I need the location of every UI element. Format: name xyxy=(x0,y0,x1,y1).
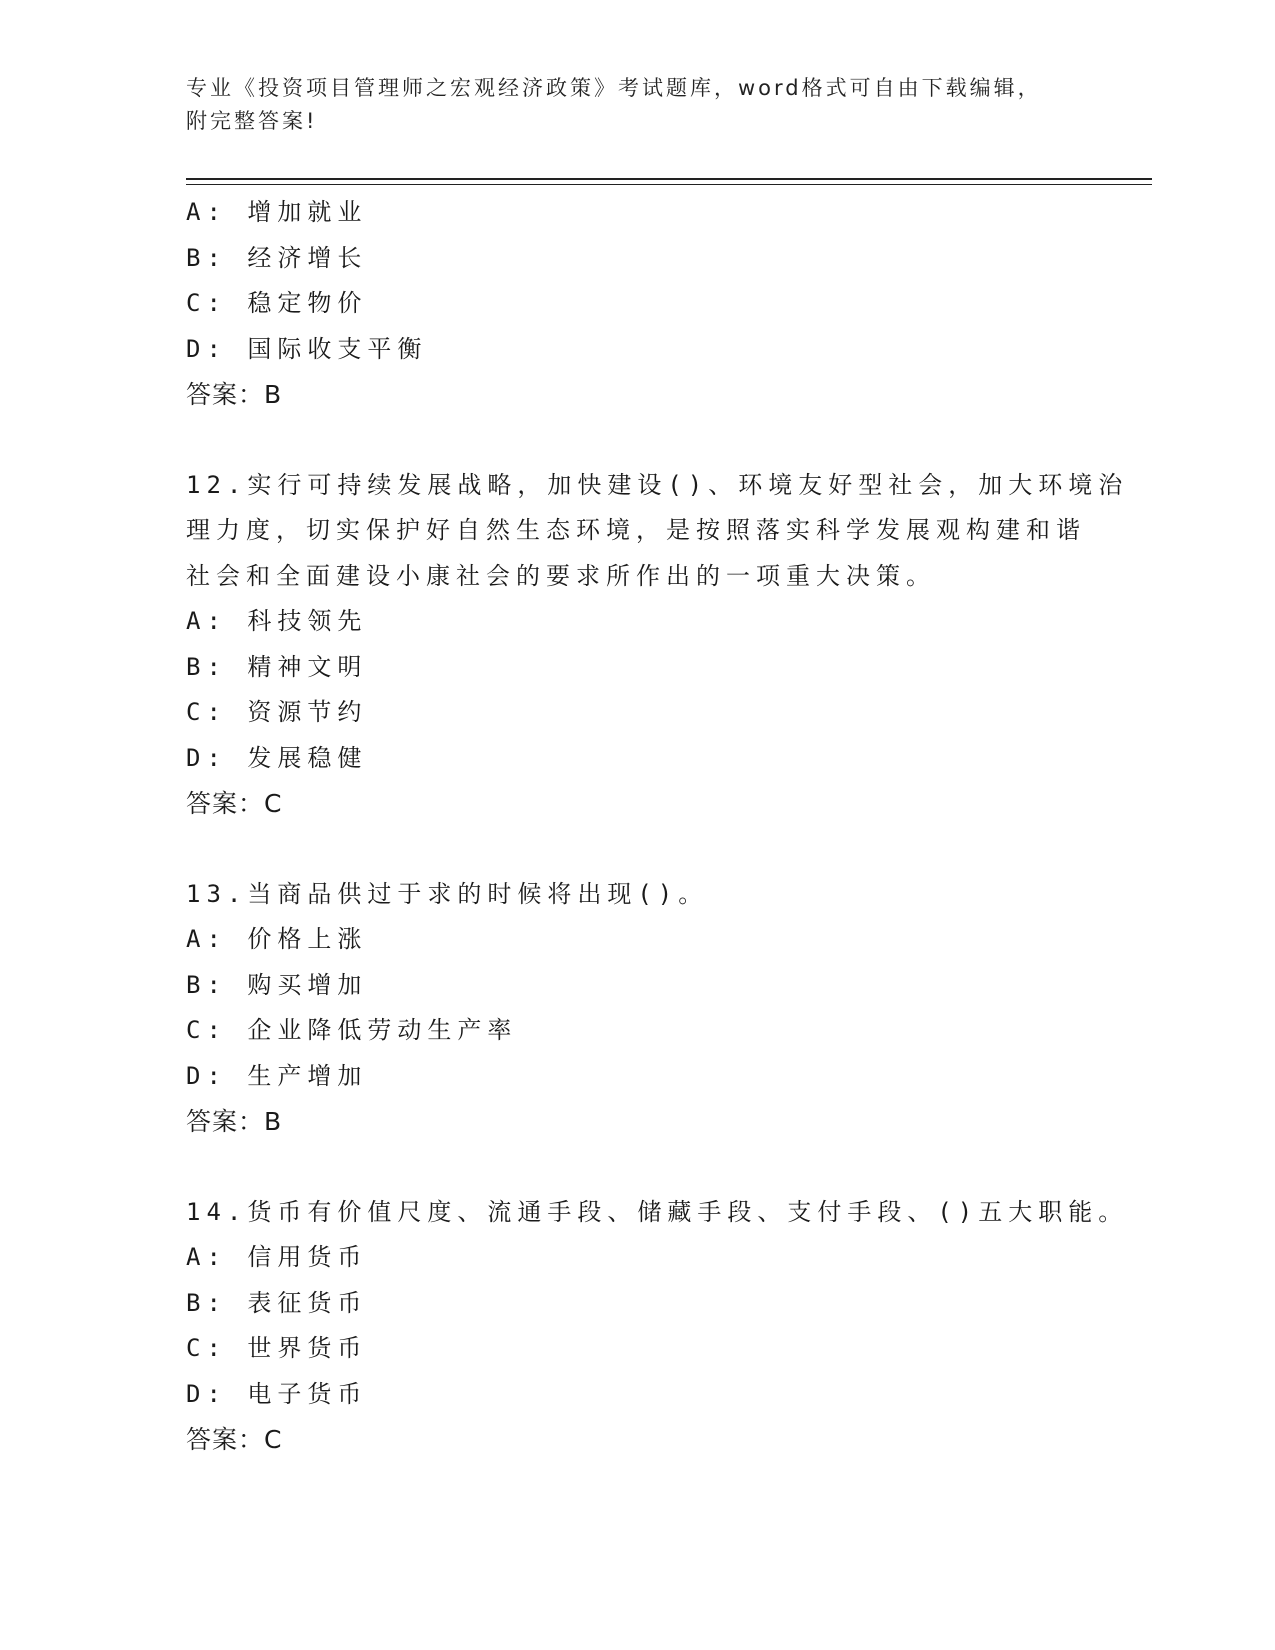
question-13 xyxy=(186,872,1086,1145)
answer-line: 答案：C xyxy=(186,789,283,818)
option-b: B: 精神文明 xyxy=(186,652,368,681)
option-c: C: 世界货币 xyxy=(186,1334,368,1362)
question-12 xyxy=(186,463,1129,827)
header-divider-thick xyxy=(186,178,1152,180)
header-line-2: 附完整答案! xyxy=(186,109,318,133)
option-a: A: 信用货币 xyxy=(186,1243,368,1271)
option-a: A: 科技领先 xyxy=(186,607,368,635)
option-c: C: 资源节约 xyxy=(186,698,368,726)
option-c: C: 企业降低劳动生产率 xyxy=(186,1016,518,1044)
question-stem-line: 社会和全面建设小康社会的要求所作出的一项重大决策。 xyxy=(186,561,936,590)
question-11 xyxy=(186,190,1086,418)
answer-line: 答案：B xyxy=(186,1107,283,1136)
question-stem-line: 14.货币有价值尺度、流通手段、储藏手段、支付手段、()五大职能。 xyxy=(186,1197,1129,1226)
option-d: D: 生产增加 xyxy=(186,1061,368,1090)
option-b: B: 经济增长 xyxy=(186,243,368,272)
option-c: C: 稳定物价 xyxy=(186,289,368,317)
option-d: D: 电子货币 xyxy=(186,1379,368,1408)
header-line-1: 专业《投资项目管理师之宏观经济政策》考试题库，word格式可自由下载编辑， xyxy=(186,76,1042,100)
answer-line: 答案：B xyxy=(186,380,283,409)
header-divider-thin xyxy=(186,184,1152,185)
question-stem-line: 12.实行可持续发展战略，加快建设()、环境友好型社会，加大环境治 xyxy=(186,470,1129,499)
document-header xyxy=(186,72,1066,138)
answer-line: 答案：C xyxy=(186,1425,283,1454)
option-d: D: 国际收支平衡 xyxy=(186,334,428,363)
option-b: B: 购买增加 xyxy=(186,970,368,999)
question-list xyxy=(186,190,1129,1463)
option-b: B: 表征货币 xyxy=(186,1288,368,1317)
option-d: D: 发展稳健 xyxy=(186,743,368,772)
question-stem-line: 13.当商品供过于求的时候将出现()。 xyxy=(186,879,709,908)
question-stem-line: 理力度，切实保护好自然生态环境，是按照落实科学发展观构建和谐 xyxy=(186,516,1086,544)
question-14 xyxy=(186,1190,1129,1463)
option-a: A: 增加就业 xyxy=(186,198,368,226)
option-a: A: 价格上涨 xyxy=(186,925,368,953)
